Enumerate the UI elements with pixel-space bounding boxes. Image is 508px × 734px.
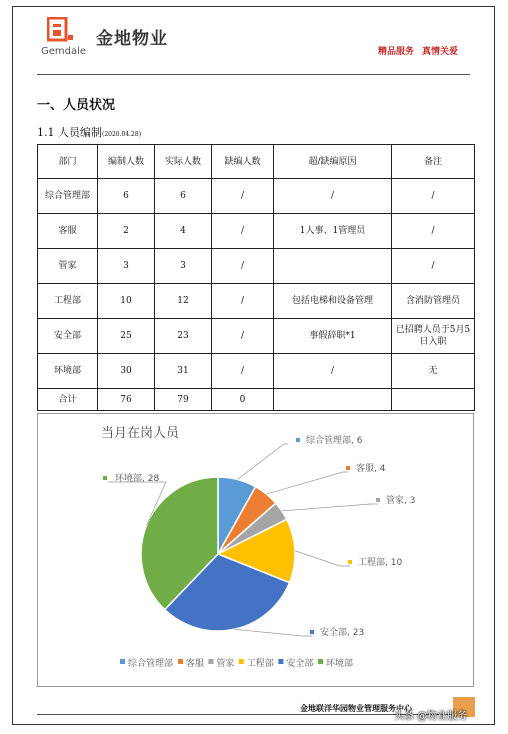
table-row — [38, 214, 475, 249]
pie-data-label: 工程部, 10 — [358, 558, 403, 568]
table-cell — [392, 389, 475, 411]
watermark: 头条 @物业服务 — [394, 711, 468, 722]
table-header-cell: 超/缺编原因 — [274, 145, 392, 179]
table-total-row — [38, 389, 475, 411]
pie-leader-line — [295, 551, 350, 566]
table-cell: 含消防管理员 — [392, 284, 475, 319]
table-cell: / — [392, 214, 475, 249]
pie-leader-line — [282, 504, 378, 511]
legend-item: 安全部 — [286, 659, 314, 669]
logo-chinese-name: 金地物业 — [96, 29, 168, 49]
table-cell: / — [392, 249, 475, 284]
table-cell: 2 — [98, 214, 155, 249]
table-cell: 客服 — [38, 214, 98, 249]
table-header-cell: 部门 — [38, 145, 98, 179]
legend-item: 管家 — [216, 659, 235, 669]
legend-item: 环境部 — [326, 659, 354, 669]
data-label-marker — [296, 438, 300, 442]
table-header-row — [38, 145, 475, 179]
footer-text: 金地联洋华园物业管理服务中心 — [300, 703, 412, 713]
table-cell: / — [212, 214, 274, 249]
table-cell: / — [212, 249, 274, 284]
table-cell: 6 — [98, 179, 155, 214]
table-cell: 管家 — [38, 249, 98, 284]
table-cell: 12 — [155, 284, 212, 319]
pie-data-label: 安全部, 23 — [320, 628, 365, 638]
table-header-cell: 编制人数 — [98, 145, 155, 179]
table-cell: 76 — [98, 389, 155, 411]
table-cell: 合计 — [38, 389, 98, 411]
table-cell: 3 — [155, 249, 212, 284]
pie-leader-line — [237, 444, 288, 479]
table-cell: 25 — [98, 319, 155, 354]
slogan-text-1: 精品服务 — [378, 47, 415, 57]
table-cell: 31 — [155, 354, 212, 389]
table-row — [38, 179, 475, 214]
data-label-marker — [103, 476, 107, 480]
table-cell: 6 — [155, 179, 212, 214]
chart-title: 当月在岗人员 — [101, 426, 180, 441]
subsection-label: 1.1 人员编制 — [37, 126, 102, 139]
pie-leader-line — [266, 472, 348, 494]
table-cell: 3 — [98, 249, 155, 284]
logo-english-name: Gemdale — [41, 46, 87, 57]
gemdale-logo-icon — [47, 17, 73, 43]
table-cell: 无 — [392, 354, 475, 389]
staffing-table — [37, 144, 475, 411]
table-cell — [274, 389, 392, 411]
table-row — [38, 354, 475, 389]
table-cell: / — [212, 354, 274, 389]
legend-swatch — [318, 659, 323, 664]
subsection-date: (2020.04.28) — [102, 131, 142, 138]
table-header-cell: 备注 — [392, 145, 475, 179]
pie-data-label: 管家, 3 — [386, 496, 416, 506]
pie-leader-line — [234, 629, 312, 636]
table-cell: 79 — [155, 389, 212, 411]
pie-data-label: 环境部, 28 — [115, 474, 160, 484]
legend-swatch — [208, 659, 213, 664]
table-cell: 综合管理部 — [38, 179, 98, 214]
table-cell: 已招聘人员于5月5日入职 — [392, 319, 475, 354]
table-cell: / — [274, 354, 392, 389]
table-cell: / — [212, 284, 274, 319]
table-row — [38, 284, 475, 319]
table-cell: / — [274, 179, 392, 214]
legend-item: 综合管理部 — [128, 659, 174, 669]
legend-swatch — [120, 659, 125, 664]
legend-swatch — [239, 659, 244, 664]
data-label-marker — [376, 498, 380, 502]
legend-swatch — [178, 659, 183, 664]
table-cell: 4 — [155, 214, 212, 249]
table-row — [38, 319, 475, 354]
table-cell: 包括电梯和设备管理 — [274, 284, 392, 319]
table-cell: 23 — [155, 319, 212, 354]
table-header-cell: 实际人数 — [155, 145, 212, 179]
header-divider — [37, 74, 470, 75]
pie-chart — [37, 413, 474, 687]
header-slogan — [378, 44, 466, 57]
pie-data-label: 综合管理部, 6 — [306, 436, 363, 446]
data-label-marker — [310, 630, 314, 634]
data-label-marker — [346, 466, 350, 470]
table-cell: 1人事、1管理员 — [274, 214, 392, 249]
subsection-title — [37, 124, 141, 140]
slogan-text-2: 真情关爱 — [422, 47, 459, 57]
table-cell: 0 — [212, 389, 274, 411]
table-cell: / — [392, 179, 475, 214]
table-cell: 安全部 — [38, 319, 98, 354]
pie-chart-canvas — [38, 414, 473, 686]
section-title: 一、人员状况 — [37, 98, 116, 113]
data-label-marker — [348, 560, 352, 564]
table-header-cell: 缺编人数 — [212, 145, 274, 179]
table-cell: / — [212, 319, 274, 354]
table-cell: 10 — [98, 284, 155, 319]
table-cell: 事假辞职*1 — [274, 319, 392, 354]
table-cell: 工程部 — [38, 284, 98, 319]
table-row — [38, 249, 475, 284]
legend-item: 客服 — [186, 659, 205, 669]
table-cell — [274, 249, 392, 284]
table-cell: 30 — [98, 354, 155, 389]
table-cell: 环境部 — [38, 354, 98, 389]
pie-data-label: 客服, 4 — [356, 464, 386, 474]
table-cell: / — [212, 179, 274, 214]
legend-item: 工程部 — [246, 659, 274, 669]
legend-swatch — [278, 659, 283, 664]
